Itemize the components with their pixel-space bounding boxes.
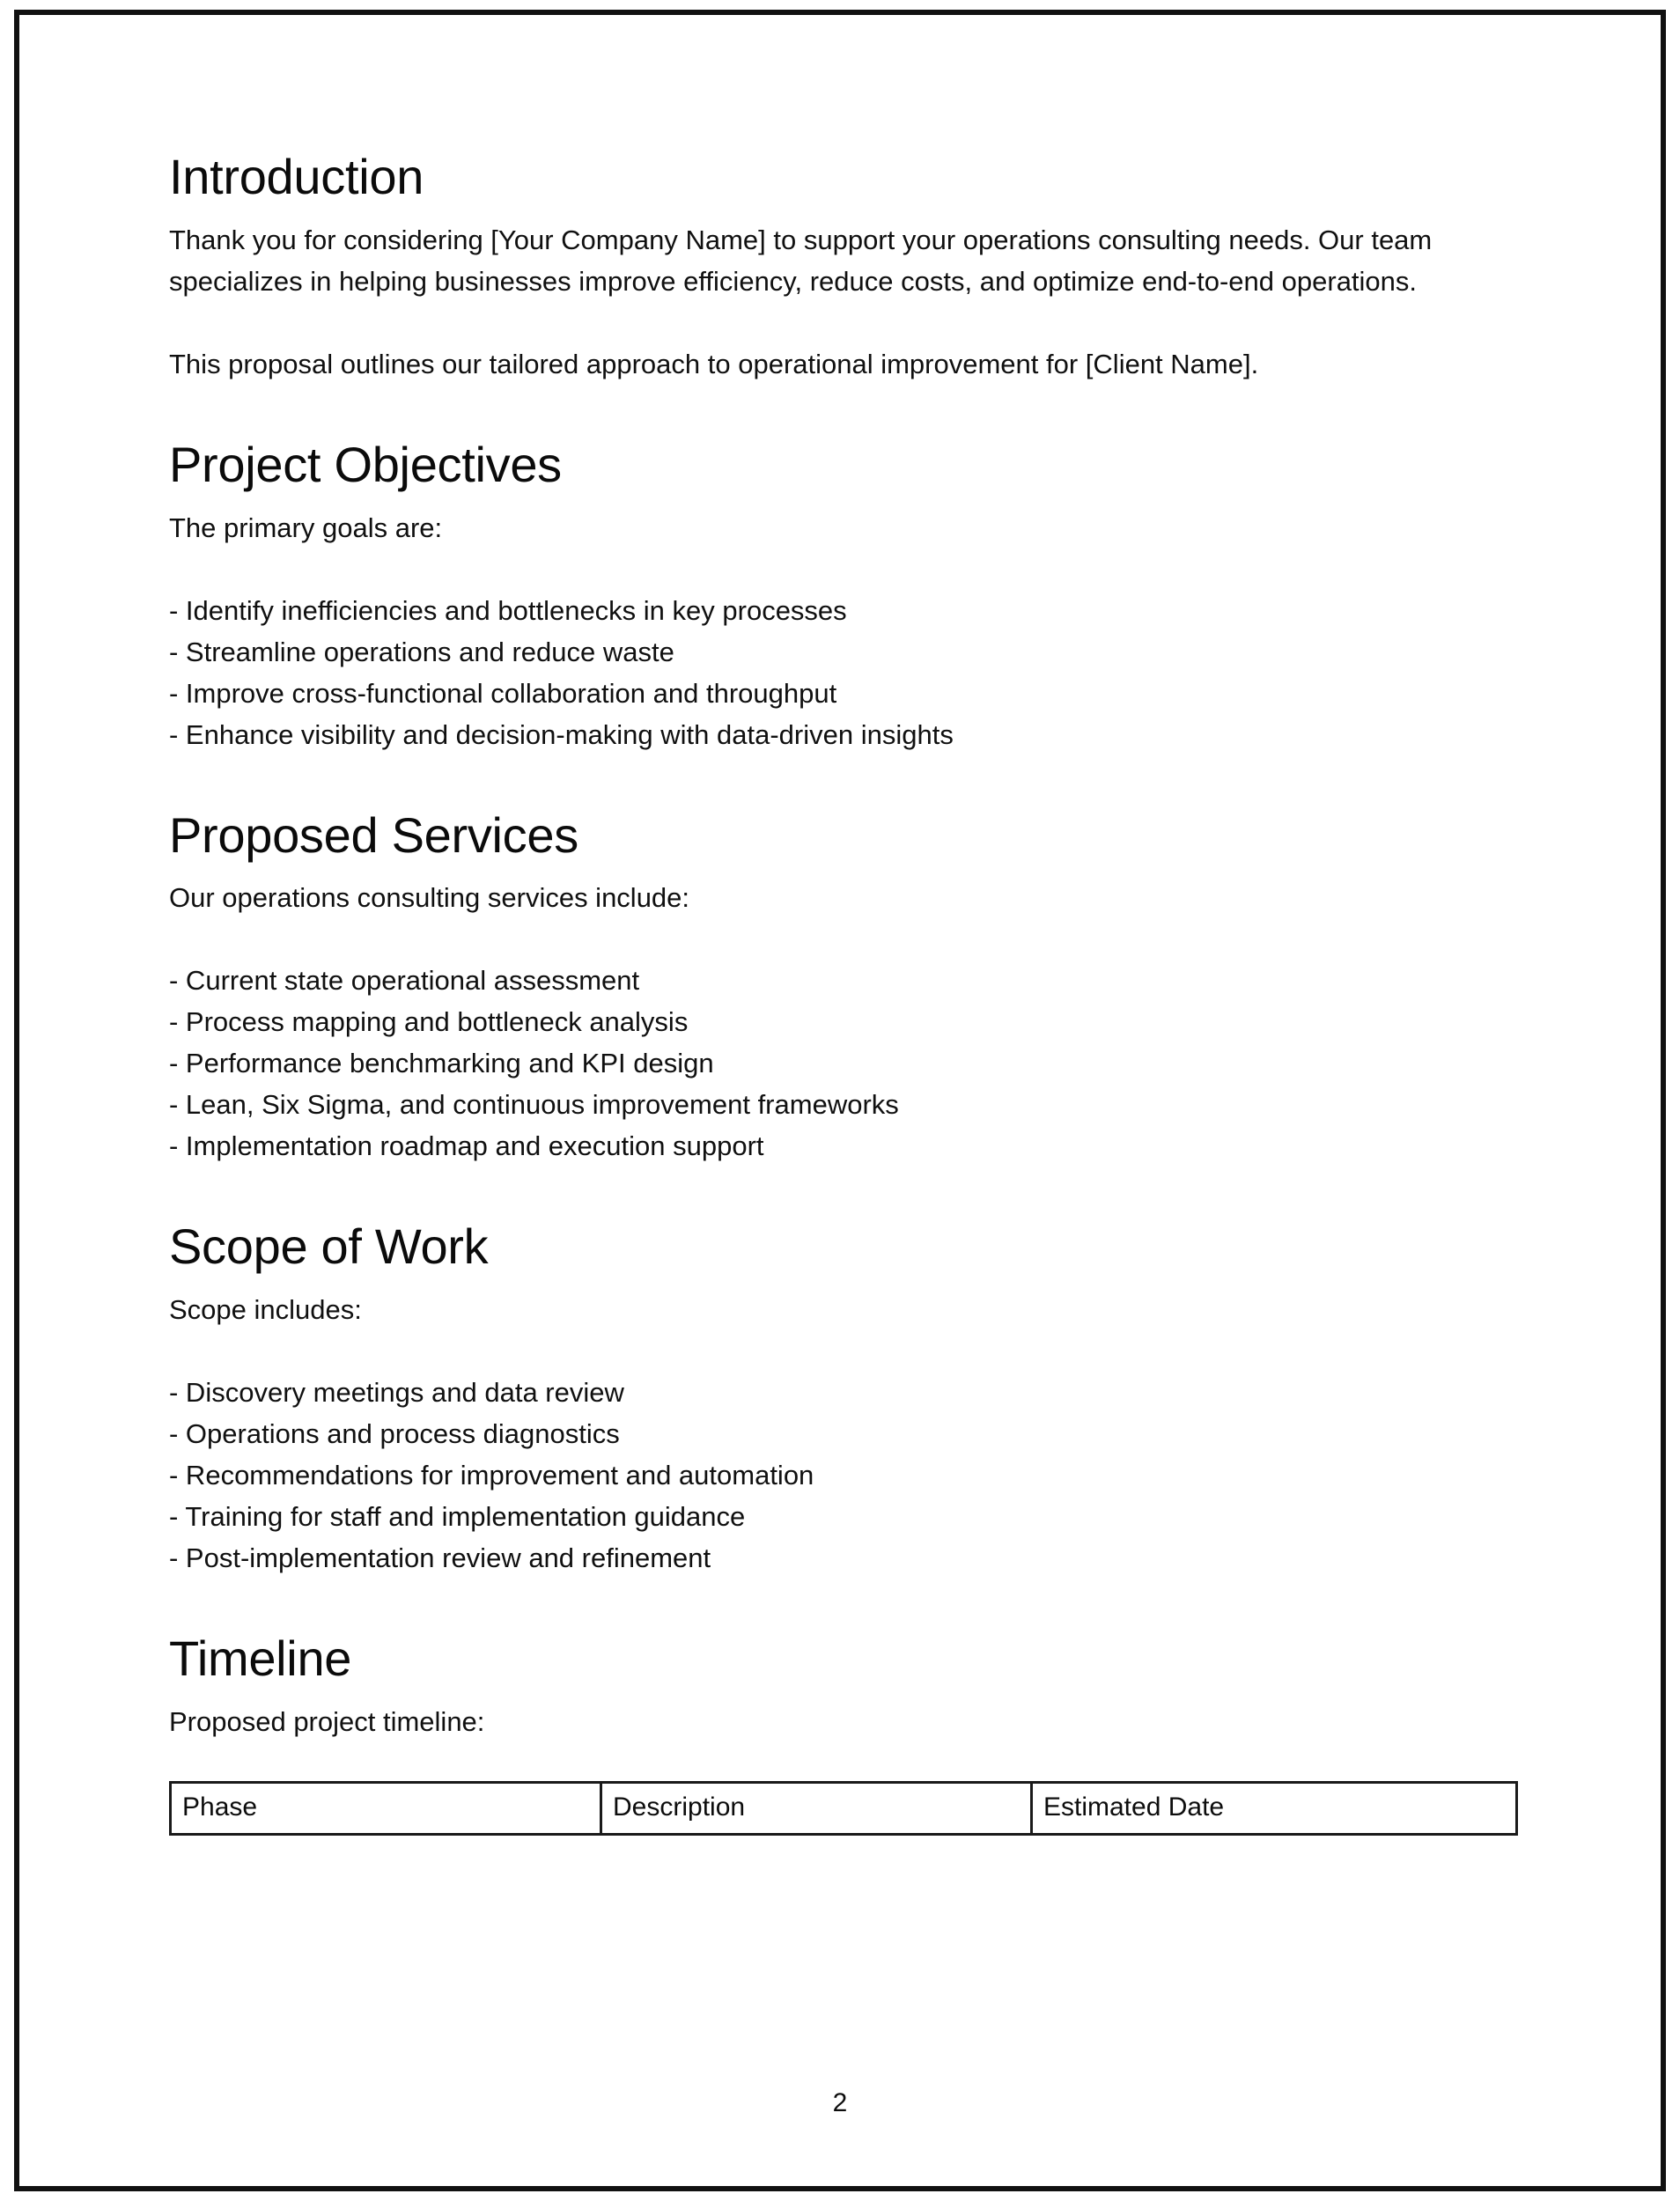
table-header-row — [171, 1782, 1517, 1834]
section-project-objectives — [169, 436, 1472, 755]
section-timeline — [169, 1633, 1472, 1836]
table-header-description: Description — [601, 1782, 1032, 1834]
list-item: - Process mapping and bottleneck analysis — [169, 1006, 689, 1038]
paragraph-services-lead: Our operations consulting services include: — [169, 882, 690, 914]
list-item: - Enhance visibility and decision-making with data-driven insights — [169, 718, 954, 750]
list-proposed-services — [169, 960, 1472, 1167]
section-scope-of-work — [169, 1218, 1472, 1579]
list-item: - Performance benchmarking and KPI design — [169, 1048, 714, 1079]
table-header-phase: Phase — [171, 1782, 601, 1834]
page-number: 2 — [832, 2088, 848, 2117]
paragraph-scope-lead: Scope includes: — [169, 1294, 362, 1326]
scanned-page-frame — [14, 10, 1666, 2191]
list-item: - Training for staff and implementation guidance — [169, 1501, 746, 1533]
document-body — [169, 151, 1472, 1836]
timeline-table — [169, 1781, 1518, 1836]
heading-project-objectives: Project Objectives — [169, 436, 562, 492]
list-item: - Current state operational assessment — [169, 965, 640, 997]
list-item: - Post-implementation review and refinement — [169, 1542, 711, 1574]
page-canvas — [19, 15, 1661, 2186]
heading-proposed-services: Proposed Services — [169, 806, 578, 863]
section-introduction — [169, 151, 1472, 385]
list-project-objectives — [169, 590, 1472, 755]
list-item: - Operations and process diagnostics — [169, 1418, 620, 1450]
list-item: - Discovery meetings and data review — [169, 1377, 624, 1409]
section-proposed-services — [169, 806, 1472, 1167]
list-item: - Improve cross-functional collaboration and throughput — [169, 677, 837, 709]
paragraph-timeline-lead: Proposed project timeline: — [169, 1705, 485, 1737]
paragraph-objectives-lead: The primary goals are: — [169, 512, 443, 543]
list-scope-of-work — [169, 1372, 1472, 1579]
list-item: - Lean, Six Sigma, and continuous improvement frameworks — [169, 1089, 899, 1121]
list-item: - Recommendations for improvement and automation — [169, 1460, 814, 1491]
paragraph-intro-1: Thank you for considering [Your Company Name] to support your operations consulting needs. Our team specializes in helping businesses improve efficiency, reduce costs, and optimize end-to-end operations. — [169, 224, 1433, 297]
heading-scope-of-work: Scope of Work — [169, 1218, 489, 1275]
table-header-estimated-date: Estimated Date — [1032, 1782, 1517, 1834]
list-item: - Implementation roadmap and execution support — [169, 1130, 764, 1162]
paragraph-intro-2: This proposal outlines our tailored approach to operational improvement for [Client Name]. — [169, 348, 1259, 379]
list-item: - Identify inefficiencies and bottlenecks in key processes — [169, 594, 847, 626]
list-item: - Streamline operations and reduce waste — [169, 636, 674, 667]
heading-introduction: Introduction — [169, 149, 424, 204]
heading-timeline: Timeline — [169, 1631, 352, 1687]
